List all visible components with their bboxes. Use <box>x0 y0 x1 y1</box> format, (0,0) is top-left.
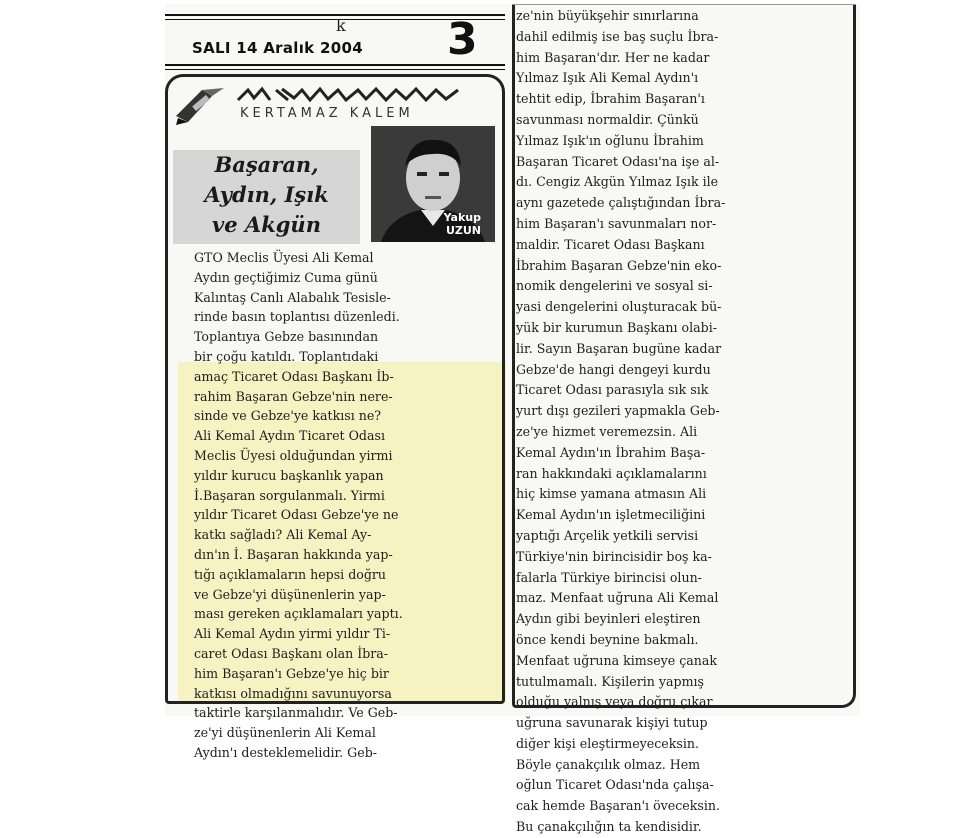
article-line: yasi dengelerini oluşturacak bü- <box>516 299 722 315</box>
article-line: oğlun Ticaret Odası'nda çalışa- <box>516 777 714 793</box>
article-line: hiç kimse yamana atmasın Ali <box>516 486 707 502</box>
article-line: Ticaret Odası parasıyla sık sık <box>516 382 709 398</box>
article-line: İ.Başaran sorgulanmalı. Yirmi <box>194 487 385 503</box>
article-line: maz. Menfaat uğruna Ali Kemal <box>516 590 719 606</box>
article-line: Ali Kemal Aydın Ticaret Odası <box>194 428 385 444</box>
article-body-left <box>194 248 403 763</box>
article-line: him Başaran'ı savunmaları nor- <box>516 215 717 231</box>
article-line: İbrahim Başaran Gebze'nin eko- <box>516 257 722 273</box>
article-line: falarla Türkiye birincisi olun- <box>516 569 702 585</box>
article-line: Kemal Aydın'ın işletmeciliğini <box>516 507 706 523</box>
article-line: Bu çanakçılığın ta kendisidir. <box>516 819 702 835</box>
author-name <box>371 211 495 237</box>
article-line: lir. Sayın Başaran bugüne kadar <box>516 340 722 356</box>
article-line: dahil edilmiş ise baş suçlu İbra- <box>516 28 719 44</box>
article-line: Yılmaz Işık'ın oğlunu İbrahim <box>516 132 704 148</box>
article-line: yıldır Ticaret Odası Gebze'ye ne <box>194 507 399 523</box>
article-line: Aydın gibi beyinleri eleştiren <box>516 611 701 627</box>
masthead-rule <box>165 69 505 70</box>
article-line: Gebze'de hangi dengeyi kurdu <box>516 361 711 377</box>
article-line: yıldır kurucu başkanlık yapan <box>194 467 384 483</box>
article-line: diğer kişi eleştirmeyeceksin. <box>516 735 699 751</box>
article-line: caret Odası Başkanı olan İbra- <box>194 645 389 661</box>
article-line: ze'ye hizmet veremezsin. Ali <box>516 423 698 439</box>
article-line: Aydın'ı desteklemelidir. Geb- <box>194 744 378 760</box>
article-line: GTO Meclis Üyesi Ali Kemal <box>194 250 374 265</box>
article-line: tutulmamalı. Kişilerin yapmış <box>516 673 705 689</box>
article-line: ze'yi düşünenlerin Ali Kemal <box>194 725 376 741</box>
article-line: yaptığı Arçelik yetkili servisi <box>516 527 699 543</box>
article-line: Menfaat uğruna kimseye çanak <box>516 652 718 668</box>
article-line: ze'nin büyükşehir sınırlarına <box>516 8 699 23</box>
article-line: ran hakkındaki açıklamalarını <box>516 465 707 481</box>
headline-line: Aydın, Işık <box>204 182 329 207</box>
headline <box>173 150 360 240</box>
article-line: katkısı olmadığını savunuyorsa <box>194 685 392 701</box>
article-body-right <box>516 6 725 838</box>
article-line: Ali Kemal Aydın yirmi yıldır Ti- <box>194 626 391 642</box>
article-line: savunması normaldir. Çünkü <box>516 111 699 127</box>
headline-line: ve Akgün <box>212 212 321 237</box>
article-line: aynı gazetede çalıştığından İbra- <box>516 195 726 211</box>
article-line: ve Gebze'yi düşünenlerin yap- <box>194 586 386 602</box>
handwritten-mark: k <box>336 16 346 35</box>
column-logo-lettering <box>236 86 466 104</box>
author-first-name: Yakup <box>443 211 481 224</box>
article-line: ması gereken açıklamaları yaptı. <box>194 606 403 622</box>
article-line: Başaran Ticaret Odası'na işe al- <box>516 153 720 169</box>
masthead-rule <box>165 64 505 66</box>
article-line: Meclis Üyesi olduğundan yirmi <box>194 447 393 463</box>
article-line: Aydın geçtiğimiz Cuma günü <box>194 269 378 285</box>
article-line: yurt dışı gezileri yapmakla Geb- <box>516 403 720 419</box>
article-line: maldir. Ticaret Odası Başkanı <box>516 236 705 252</box>
article-line: Kemal Aydın'ın İbrahim Başa- <box>516 444 706 460</box>
article-line: tığı açıklamaların hepsi doğru <box>194 566 387 582</box>
article-line: Böyle çanakçılık olmaz. Hem <box>516 756 701 772</box>
author-last-name: UZUN <box>445 224 481 237</box>
pen-logo-icon <box>172 86 228 126</box>
article-line: him Başaran'dır. Her ne kadar <box>516 49 710 65</box>
article-line: olduğu yalnış veya doğru çıkar <box>516 694 713 710</box>
article-line: katkı sağladı? Ali Kemal Ay- <box>194 527 372 543</box>
article-line: bir çoğu katıldı. Toplantıdaki <box>194 348 379 364</box>
article-line: dı. Cengiz Akgün Yılmaz Işık ile <box>516 174 719 190</box>
article-line: yük bir kurumun Başkanı olabi- <box>516 319 717 335</box>
column-name: KERTAMAZ KALEM <box>240 106 414 121</box>
article-line: Toplantıya Gebze basınından <box>194 329 379 345</box>
article-line: uğruna savunarak kişiyi tutup <box>516 715 708 731</box>
article-line: nomik dengelerini ve sosyal si- <box>516 278 713 294</box>
masthead-date: SALI 14 Aralık 2004 <box>192 39 363 57</box>
article-line: taktirle karşılanmalıdır. Ve Geb- <box>194 705 398 721</box>
article-line: Kalıntaş Canlı Alabalık Tesisle- <box>194 289 391 305</box>
article-line: Türkiye'nin birincisidir boş ka- <box>516 548 712 564</box>
article-line: rinde basın toplantısı düzenledi. <box>194 309 400 325</box>
article-line: him Başaran'ı Gebze'ye hiç bir <box>194 665 389 681</box>
right-column-top-edge <box>512 4 856 5</box>
article-line: amaç Ticaret Odası Başkanı İb- <box>194 368 394 384</box>
page-number: 3 <box>447 14 478 65</box>
article-line: önce kendi beynine bakmalı. <box>516 631 699 647</box>
headline-line: Başaran, <box>214 152 319 177</box>
article-line: sinde ve Gebze'ye katkısı ne? <box>194 408 382 424</box>
article-line: rahim Başaran Gebze'nin nere- <box>194 388 393 404</box>
article-line: dın'ın İ. Başaran hakkında yap- <box>194 546 393 562</box>
article-line: Yılmaz Işık Ali Kemal Aydın'ı <box>516 70 699 86</box>
article-line: tehtit edip, İbrahim Başaran'ı <box>516 91 705 107</box>
article-line: cak hemde Başaran'ı öveceksin. <box>516 798 720 814</box>
